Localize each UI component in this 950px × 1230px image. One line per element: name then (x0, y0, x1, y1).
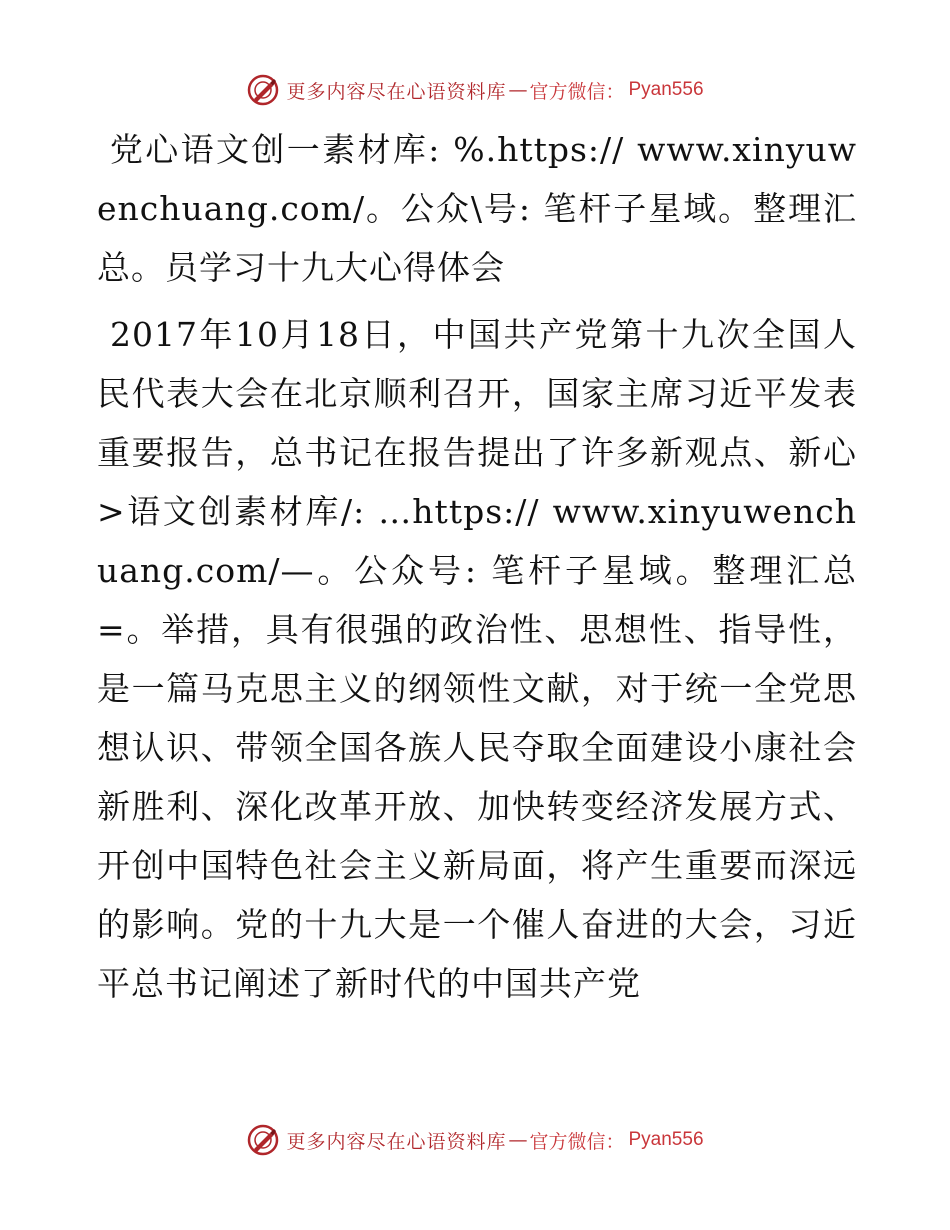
footer-watermark-banner (0, 1120, 950, 1160)
header-banner-text: 更多内容尽在心语资料库 (286, 80, 507, 103)
paragraph-2: 2017年10月18日，中国共产党第十九次全国人民代表大会在北京顺利召开，国家主席习近平发表重要报告，总书记在报告提出了许多新观点、新心>语文创素材库/: …https:// www.xinyuwenchuang.com/—。公众号: 笔杆子星域。整理汇总=。举措，具有很强的政治性、思想性、指导性，是一篇马克思主义的纲领性文献，对于统一全党思想认识、带领全国各族人民夺取全面建设小康社会新胜利、深化改革开放、加快转变经济发展方式、开创中国特色社会主义新局面，将产生重要而深远的影响。党的十九大是一个催人奋进的大会，习近平总书记阐述了新时代的中国共产党 (97, 315, 857, 1003)
footer-banner-separator: — (508, 1129, 528, 1151)
paragraph-1: 党心语文创一素材库: %.https:// www.xinyuwenchuang.com/。公众\号: 笔杆子星域。整理汇总。员学习十九大心得体会 (97, 130, 857, 287)
header-banner-separator: — (508, 79, 528, 101)
footer-banner-wechat-label: 官方微信： (529, 1130, 625, 1153)
header-banner-wechat-id: Pyan556 (628, 79, 704, 100)
pen-logo-icon (246, 73, 280, 107)
header-banner-wechat-label: 官方微信： (529, 80, 625, 103)
header-watermark-banner (0, 70, 950, 110)
footer-banner-wechat-id: Pyan556 (628, 1129, 704, 1150)
pen-logo-icon (246, 1123, 280, 1157)
document-body (97, 120, 857, 1013)
footer-banner-text: 更多内容尽在心语资料库 (286, 1130, 507, 1153)
